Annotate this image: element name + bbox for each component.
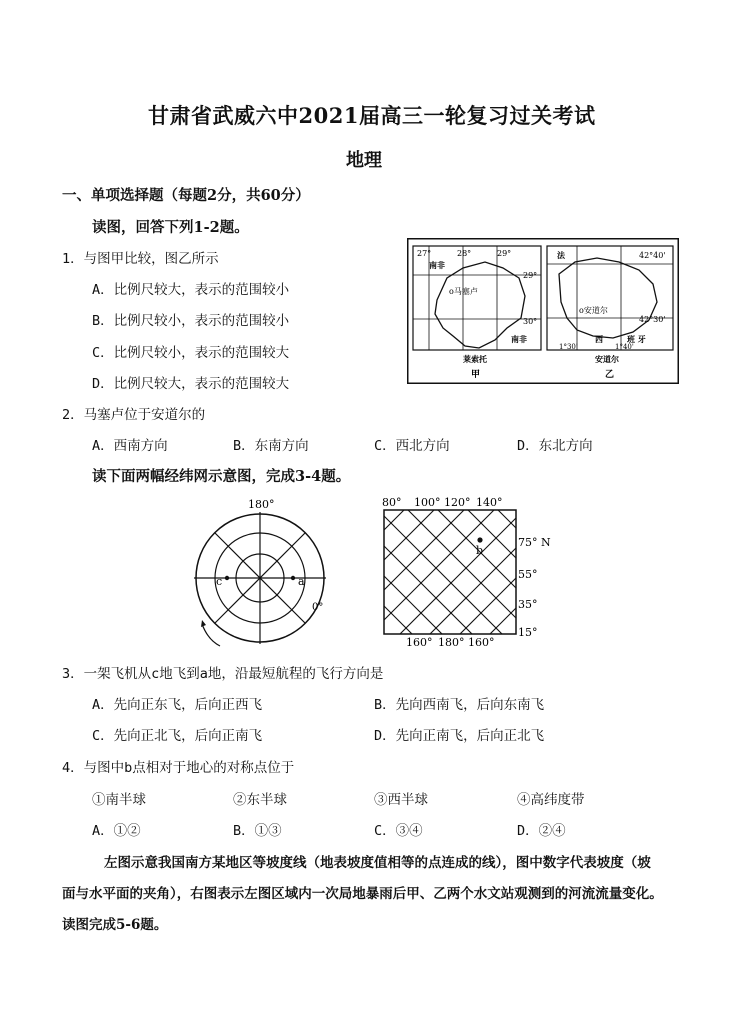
question-3-option-d: D．先向正南飞，后向正北飞: [374, 728, 545, 744]
question-4-option-c: C．③④: [374, 823, 423, 839]
jia-region-south: 南非: [511, 334, 527, 344]
polar-projection-figure: [190, 494, 340, 654]
grid-top-100: 100°: [414, 496, 441, 509]
question-3-option-b: B．先向西南飞，后向东南飞: [374, 697, 545, 713]
grid-top-140: 140°: [476, 496, 503, 509]
jia-lat-30: 30°: [523, 317, 538, 326]
grid-right-55: 55°: [518, 568, 538, 581]
yi-lon-top-right: 42°40': [639, 251, 666, 260]
question-4-stem: 4．与图中b点相对于地心的对称点位于: [62, 760, 295, 776]
yi-lon-bottom-right: 1°40': [615, 343, 634, 351]
yi-bottom-left: 西: [595, 334, 603, 344]
passage-line-2: 面与水平面的夹角），右图表示左图区域内一次局地暴雨后甲、乙两个水文站观测到的河流流量变化。: [62, 886, 663, 902]
yi-city-andorra: o安道尔: [579, 306, 608, 315]
section-2-instruction: 读下面两幅经纬网示意图，完成3-4题。: [92, 468, 351, 485]
jia-lon-27: 27°: [417, 249, 432, 258]
question-2-option-c: C．西北方向: [374, 438, 450, 454]
yi-bottom-right: 班 牙: [627, 334, 646, 344]
question-4-option-d: D．②④: [517, 823, 566, 839]
polar-label-zero: 0°: [312, 602, 324, 613]
page-title: 甘肃省武威六中2021届高三一轮复习过关考试: [148, 103, 596, 128]
jia-lon-28: 28°: [457, 249, 472, 258]
question-3-option-a: A．先向正东飞，后向正西飞: [92, 697, 263, 713]
map-jia: [413, 246, 541, 380]
point-b-marker: [477, 537, 482, 542]
jia-city-maseru: o马塞卢: [449, 287, 478, 296]
question-4-choice-1: ①南半球: [92, 792, 146, 808]
question-4-option-a: A．①②: [92, 823, 141, 839]
question-2-option-b: B．东南方向: [233, 438, 309, 454]
question-3-option-c: C．先向正北飞，后向正南飞: [92, 728, 263, 744]
jia-country-label: 莱索托: [463, 354, 487, 364]
grid-top-120: 120°: [444, 496, 471, 509]
polar-label-180: 180°: [248, 498, 275, 511]
question-2-option-a: A．西南方向: [92, 438, 168, 454]
jia-region-north: 南非: [429, 260, 445, 270]
question-1-option-c: C．比例尺较小，表示的范围较大: [92, 345, 290, 361]
yi-country-label: 安道尔: [595, 354, 619, 364]
question-4-option-b: B．①③: [233, 823, 282, 839]
jia-lat-29: 29°: [523, 271, 538, 280]
grid-right-75n: 75° N: [518, 536, 551, 549]
jia-lon-29: 29°: [497, 249, 512, 258]
map-yi: [547, 246, 673, 380]
yi-caption: 乙: [605, 370, 615, 380]
section-instruction: 读图，回答下列1-2题。: [92, 219, 249, 236]
passage-line-1: 左图示意我国南方某地区等坡度线（地表坡度值相等的点连成的线），图中数字代表坡度（坡: [104, 855, 651, 871]
question-1-option-d: D．比例尺较大，表示的范围较大: [92, 376, 290, 392]
question-3-stem: 3．一架飞机从c地飞到a地，沿最短航程的飞行方向是: [62, 666, 384, 682]
point-c-marker: [225, 576, 229, 580]
passage-line-3: 读图完成5-6题。: [62, 917, 168, 933]
question-1-option-b: B．比例尺较小，表示的范围较小: [92, 313, 290, 329]
section-heading: 一、单项选择题（每题2分，共60分）: [62, 187, 310, 204]
yi-top-left: 法: [557, 250, 565, 260]
grid-bottom-160-right: 160°: [468, 636, 495, 649]
grid-map-figure: [378, 494, 553, 652]
jia-caption: 甲: [471, 370, 481, 380]
grid-top-80: 80°: [382, 496, 402, 509]
yi-lat-right: 42°30': [639, 315, 666, 324]
grid-right-15: 15°: [518, 626, 538, 639]
question-2-stem: 2．马塞卢位于安道尔的: [62, 407, 206, 423]
map-figure-jia-yi: [407, 238, 679, 384]
grid-right-35: 35°: [518, 598, 538, 611]
subject-title: 地理: [346, 150, 382, 171]
grid-bottom-160-left: 160°: [406, 636, 433, 649]
rotation-arrow-icon: [202, 624, 220, 646]
question-1-option-a: A．比例尺较大，表示的范围较小: [92, 282, 290, 298]
grid-bottom-180: 180°: [438, 636, 465, 649]
polar-label-c: c: [216, 575, 223, 588]
question-4-choice-2: ②东半球: [233, 792, 287, 808]
question-2-option-d: D．东北方向: [517, 438, 593, 454]
question-4-choice-4: ④高纬度带: [517, 792, 585, 808]
polar-label-a: a: [298, 575, 305, 588]
yi-lon-bottom-left: 1°30': [559, 343, 578, 351]
question-4-choice-3: ③西半球: [374, 792, 428, 808]
grid-label-b: b: [476, 544, 484, 557]
point-a-marker: [291, 576, 295, 580]
question-1-stem: 1．与图甲比较，图乙所示: [62, 251, 219, 267]
